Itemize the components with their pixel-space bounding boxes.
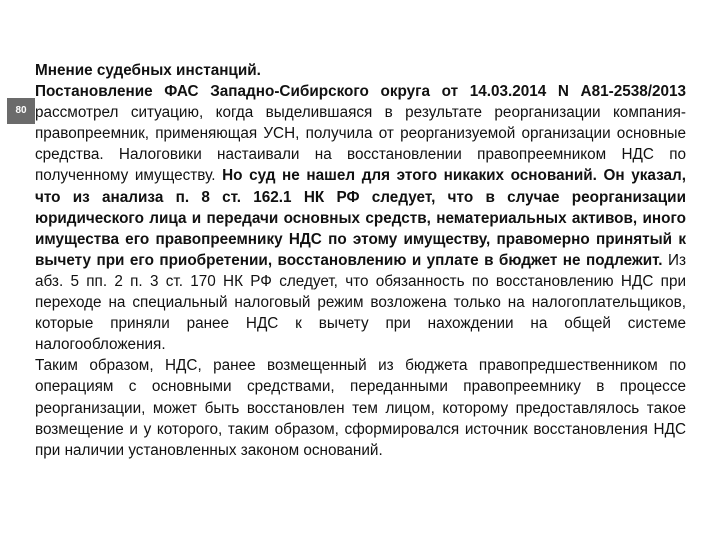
section-heading: Мнение судебных инстанций. [35,62,261,79]
paragraph-conclusion: Таким образом, НДС, ранее возмещенный из бюджета правопредшественником по операциям с основными средствами, переданными правопреемнику в процессе реорганизации, может быть восстановлен тем лицом, которому предоставлялось такое возмещение и у которого, таким образом, сформировался источник восстановления НДС при наличии установленных законом оснований. [35,357,686,459]
ruling-citation: Постановление ФАС Западно-Сибирского округа от 14.03.2014 N А81-2538/2013 [35,83,686,101]
slide-number-badge: 80 [7,98,35,124]
legal-basis-text: Из абз. 5 пп. 2 п. 3 ст. 170 НК РФ следует, что обязанность по восстановлению НДС при переходе на специальный налоговый режим возложена только на налогоплательщиков, которые приняли ранее НДС к вычету при нахождении на общей системе налогообложения. [35,251,686,354]
ruling-description: рассмотрел ситуацию, когда выделившаяся в результате реорганизации компания-правопреемник, применяющая УСН, получила от реорганизуемой организации основные средства. Налоговики настаивали на восстановлении правопреемником НДС по полученному имуществу. [35,104,686,185]
paragraph-court-ruling [35,81,686,355]
document-text [35,60,686,461]
court-conclusion: Но суд не нашел для этого никаких оснований. Он указал, что из анализа п. 8 ст. 162.1 НК РФ следует, что в случае реорганизации юридического лица и передачи основных средств, нематериальных активов, иного имущества его правопреемнику НДС по этому имуществу, правомерно принятый к вычету при его приобретении, восстановлению и уплате в бюджет не подлежит. [35,167,686,269]
